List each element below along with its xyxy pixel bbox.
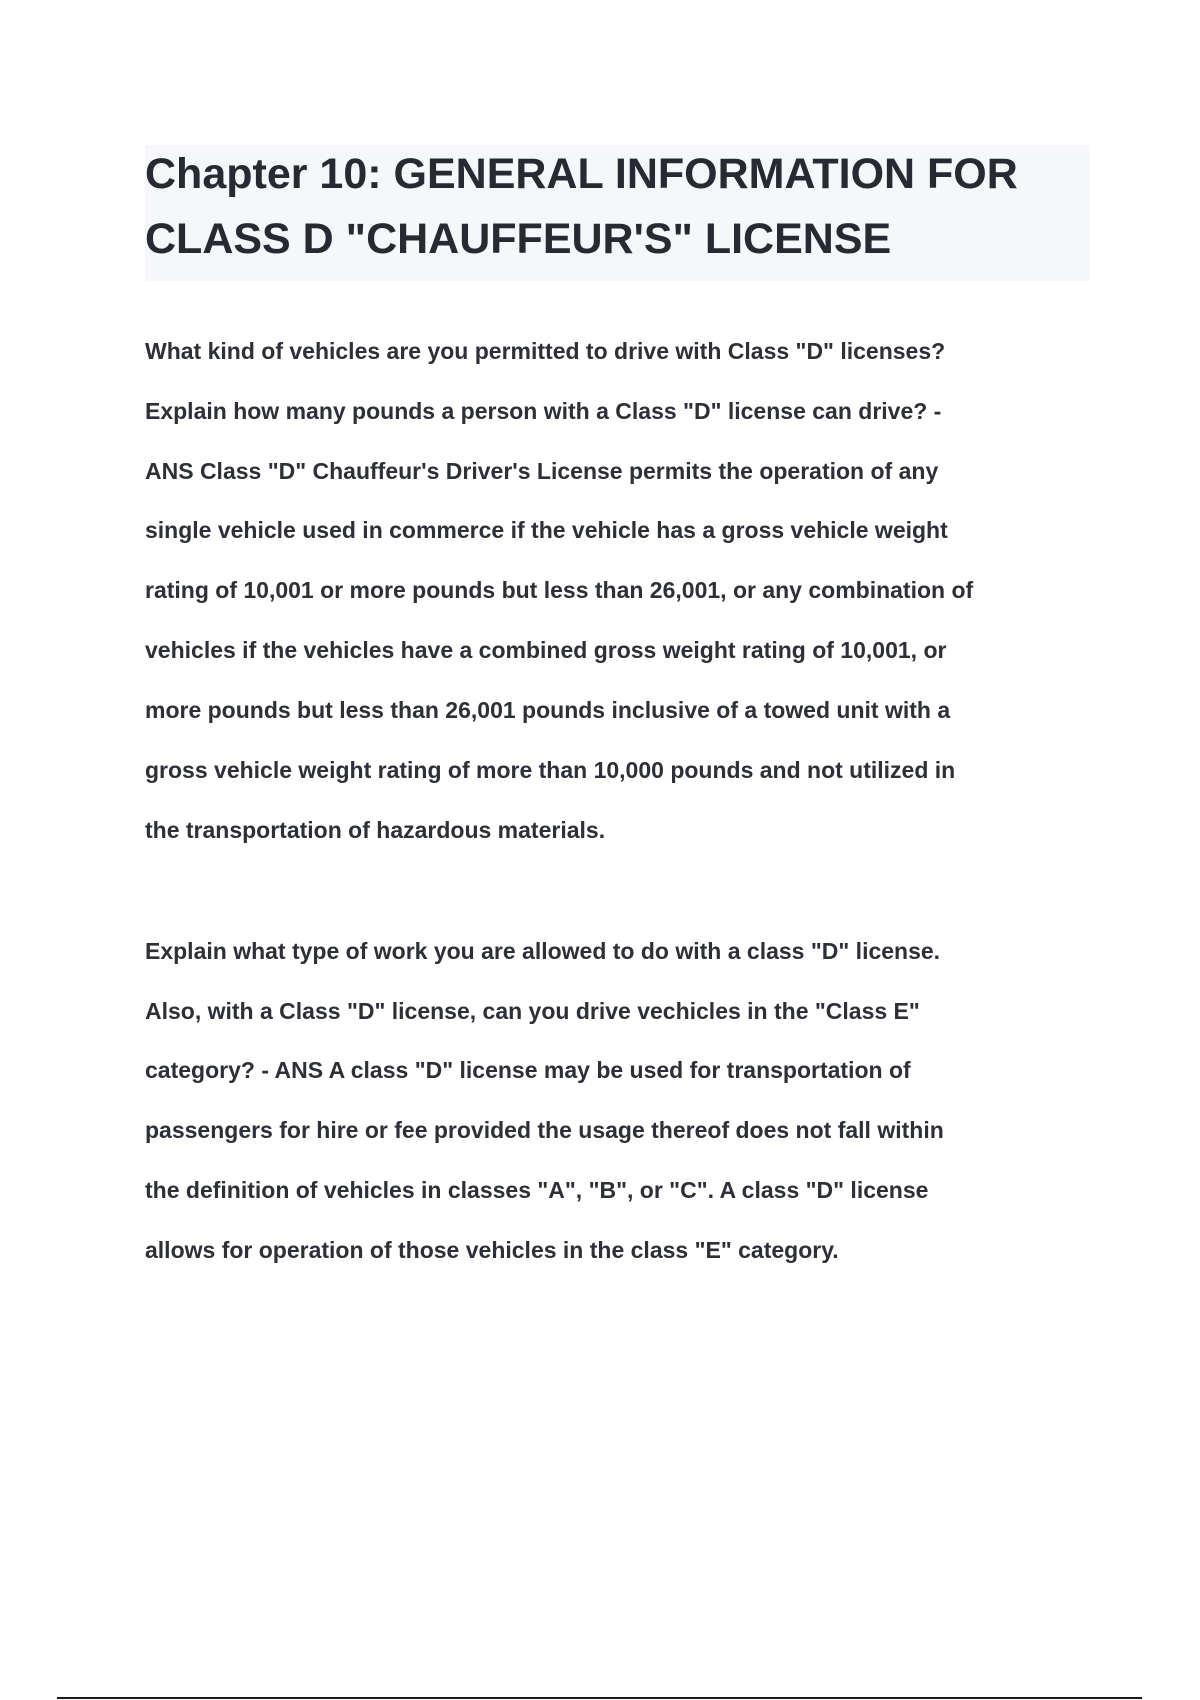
qa-1-line-7: more pounds but less than 26,001 pounds inclusive of a towed unit with a bbox=[145, 697, 951, 723]
qa-1-line-6: vehicles if the vehicles have a combined gross weight rating of 10,001, or bbox=[145, 637, 947, 663]
qa-2-line-5: the definition of vehicles in classes "A", "B", or "C". A class "D" license bbox=[145, 1177, 929, 1203]
footer-divider bbox=[57, 1697, 1142, 1699]
qa-1-line-5: rating of 10,001 or more pounds but less than 26,001, or any combination of bbox=[145, 577, 974, 603]
qa-2-line-6: allows for operation of those vehicles in the class "E" category. bbox=[145, 1237, 839, 1263]
chapter-title-line-2: CLASS D "CHAUFFEUR'S" LICENSE bbox=[145, 215, 892, 263]
chapter-title-block bbox=[145, 145, 1090, 281]
chapter-title-line-1: Chapter 10: GENERAL INFORMATION FOR bbox=[145, 150, 1018, 198]
qa-1-line-9: the transportation of hazardous materials. bbox=[145, 817, 606, 843]
qa-2-line-2: Also, with a Class "D" license, can you drive vechicles in the "Class E" bbox=[145, 998, 920, 1024]
qa-1-line-8: gross vehicle weight rating of more than 10,000 pounds and not utilized in bbox=[145, 757, 956, 783]
qa-2-line-4: passengers for hire or fee provided the usage thereof does not fall within bbox=[145, 1117, 944, 1143]
qa-1-line-3: ANS Class "D" Chauffeur's Driver's License permits the operation of any bbox=[145, 458, 939, 484]
qa-1-line-2: Explain how many pounds a person with a Class "D" license can drive? - bbox=[145, 398, 942, 424]
qa-1-line-1: What kind of vehicles are you permitted to drive with Class "D" licenses? bbox=[145, 338, 946, 364]
qa-1-line-4: single vehicle used in commerce if the vehicle has a gross vehicle weight bbox=[145, 517, 948, 543]
qa-2-line-1: Explain what type of work you are allowed to do with a class "D" license. bbox=[145, 938, 941, 964]
qa-2-line-3: category? - ANS A class "D" license may be used for transportation of bbox=[145, 1057, 911, 1083]
